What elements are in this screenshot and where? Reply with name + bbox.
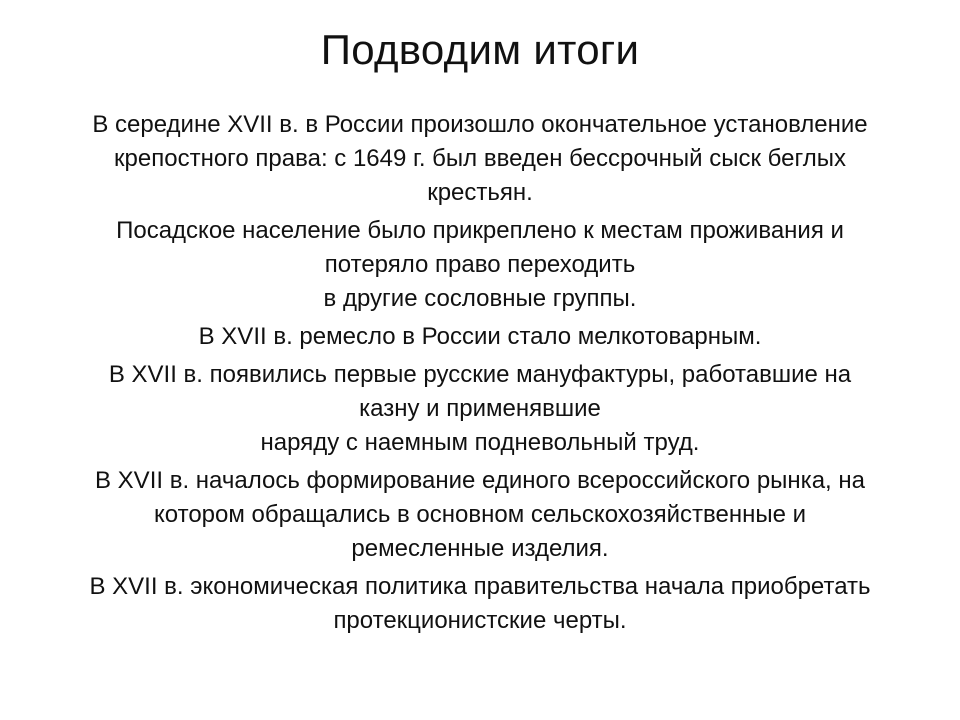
paragraph-craft: В XVII в. ремесло в России стало мелкотоварным. <box>198 323 762 350</box>
slide-body <box>6 108 954 642</box>
paragraph-market: В XVII в. началось формирование единого всероссийского рынка, на котором обращались в основном сельскохозяйственные и ремесленные изделия. <box>95 467 865 562</box>
paragraph-protectionism: В XVII в. экономическая политика правительства начала приобретать протекционистские черты. <box>89 573 871 634</box>
paragraph-serfdom: В середине XVII в. в России произошло окончательное установление крепостного права: с 1649 г. был введен бессрочный сыск беглых крестьян. <box>92 111 868 206</box>
paragraph-manufactures: В XVII в. появились первые русские мануфактуры, работавшие на казну и применявшие наряду с наемным подневольный труд. <box>108 361 852 456</box>
paragraph-posad: Посадское население было прикреплено к местам проживания и потеряло право переходить в другие сословные группы. <box>116 217 844 312</box>
slide-title: Подводим итоги <box>320 26 640 73</box>
